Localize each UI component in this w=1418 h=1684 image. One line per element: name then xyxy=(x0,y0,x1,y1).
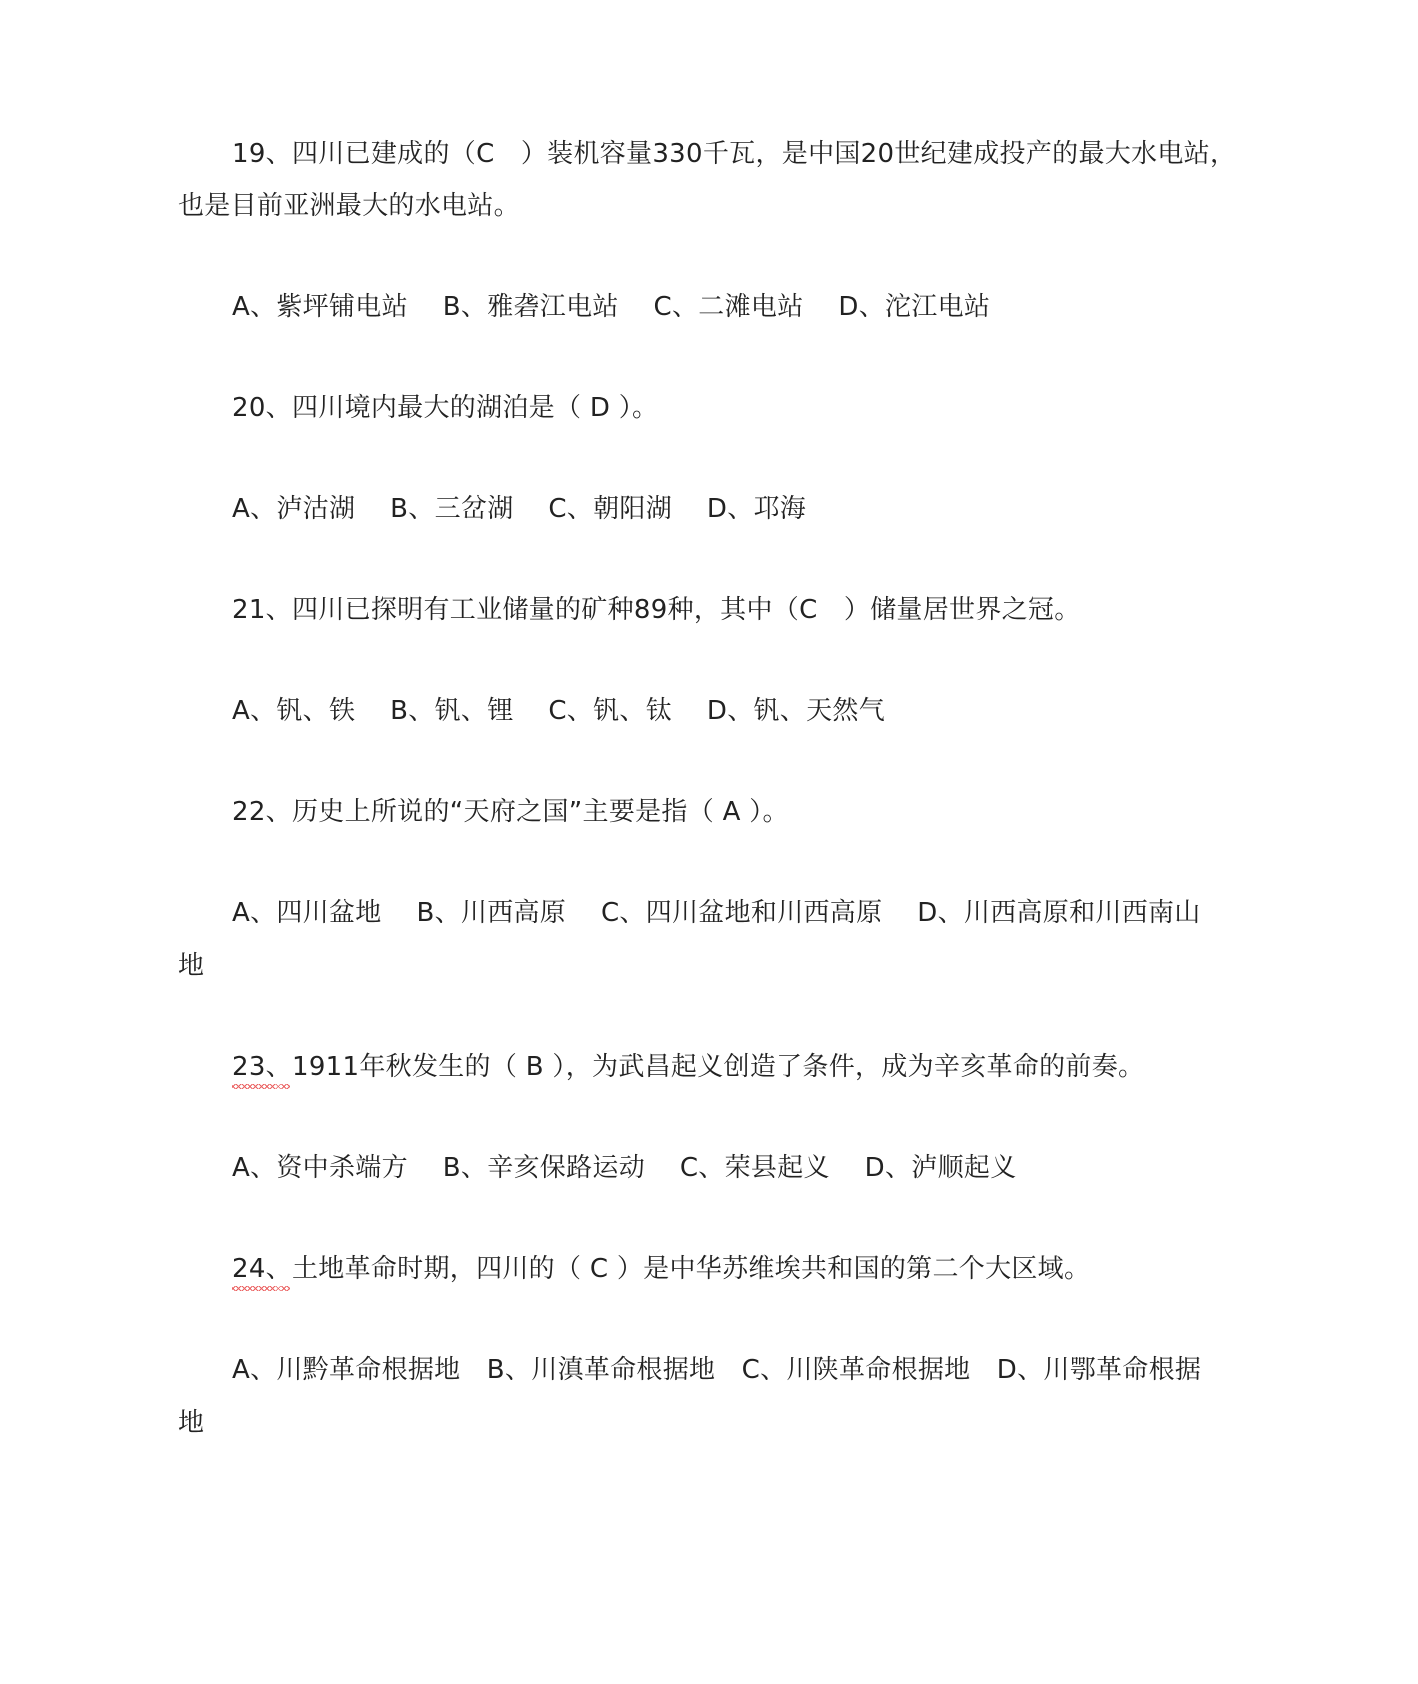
question-21-options: A、钒、铁 B、钒、锂 C、钒、钛 D、钒、天然气 xyxy=(232,696,885,726)
spellcheck-underline xyxy=(232,1286,290,1291)
question-24-options-continued: 地 xyxy=(178,1408,205,1438)
question-23-stem: 23、1911年秋发生的（ B ），为武昌起义创造了条件，成为辛亥革命的前奏。 xyxy=(232,1052,1145,1082)
question-20-options: A、泸沽湖 B、三岔湖 C、朝阳湖 D、邛海 xyxy=(232,494,807,524)
question-21-stem: 21、四川已探明有工业储量的矿种89种，其中（C ）储量居世界之冠。 xyxy=(232,595,1081,625)
question-24-stem: 24、土地革命时期，四川的（ C ）是中华苏维埃共和国的第二个大区域。 xyxy=(232,1254,1091,1284)
question-19-stem-continued: 也是目前亚洲最大的水电站。 xyxy=(178,191,520,221)
question-22-options-continued: 地 xyxy=(178,951,205,981)
question-19-options: A、紫坪铺电站 B、雅砻江电站 C、二滩电站 D、沱江电站 xyxy=(232,292,991,322)
question-22-options: A、四川盆地 B、川西高原 C、四川盆地和川西高原 D、川西高原和川西南山 xyxy=(232,898,1201,928)
spellcheck-underline xyxy=(232,1084,290,1089)
question-24-options: A、川黔革命根据地 B、川滇革命根据地 C、川陕革命根据地 D、川鄂革命根据 xyxy=(232,1355,1202,1385)
question-20-stem: 20、四川境内最大的湖泊是（ D ）。 xyxy=(232,393,659,423)
question-23-options: A、资中杀端方 B、辛亥保路运动 C、荣县起义 D、泸顺起义 xyxy=(232,1153,1017,1183)
question-19-stem: 19、四川已建成的（C ）装机容量330千瓦，是中国20世纪建成投产的最大水电站， xyxy=(232,139,1237,169)
question-22-stem: 22、历史上所说的“天府之国”主要是指（ A ）。 xyxy=(232,797,789,827)
